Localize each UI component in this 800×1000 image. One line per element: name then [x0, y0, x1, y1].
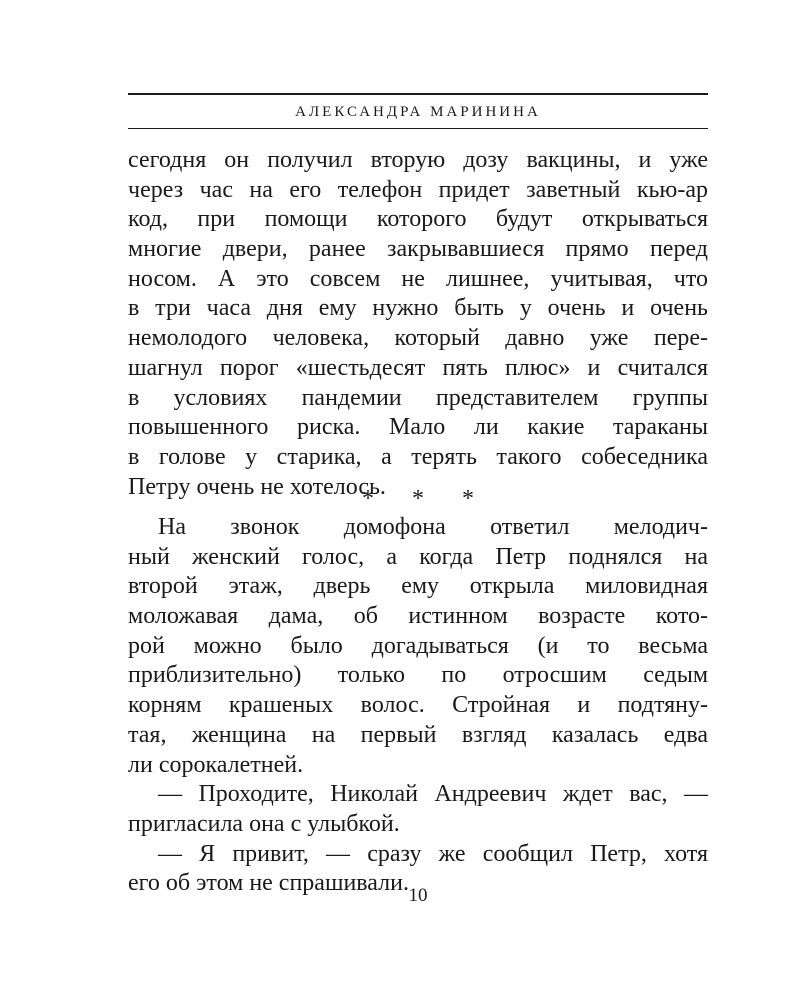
text-line: в голове у старика, а терять такого собеседника: [128, 443, 708, 470]
dialogue-1: [128, 780, 708, 839]
page-number: 10: [408, 885, 428, 906]
text-line: его об этом не спрашивали.: [128, 870, 409, 897]
text-line: На звонок домофона ответил мелодич-: [158, 514, 708, 540]
text-line: через час на его телефон придет заветный кью-ар: [128, 176, 708, 203]
text-line: приблизительно) только по отросшим седым: [128, 662, 708, 689]
running-header: [128, 93, 708, 129]
text-line: носом. А это совсем не лишнее, учитывая, что: [128, 265, 708, 292]
paragraph-2-group: [128, 513, 708, 899]
text-line: многие двери, ранее закрывавшиеся прямо перед: [128, 236, 708, 263]
text-line: рой можно было догадываться (и то весьма: [128, 632, 708, 659]
text-line: ли сорокалетней.: [128, 751, 304, 778]
paragraph-1: [128, 146, 708, 502]
text-line: — Проходите, Николай Андреевич ждет вас, —: [158, 781, 708, 808]
section-separator: * * *: [362, 486, 490, 512]
text-line: ный женский голос, а когда Петр поднялся на: [128, 543, 708, 570]
text-line: — Я привит, — сразу же сообщил Петр, хотя: [158, 840, 708, 867]
text-line: корням крашеных волос. Стройная и подтяну-: [128, 692, 708, 719]
paragraph-2: [128, 513, 708, 780]
text-line: в условиях пандемии представителем группы: [128, 384, 708, 411]
text-line: Петру очень не хотелось.: [128, 473, 386, 500]
text-line: второй этаж, дверь ему открыла миловидная: [128, 573, 708, 600]
text-line: в три часа дня ему нужно быть у очень и очень: [128, 295, 708, 322]
text-line: пригласила она с улыбкой.: [128, 810, 400, 837]
running-title: АЛЕКСАНДРА МАРИНИНА: [295, 104, 541, 120]
text-line: сегодня он получил вторую дозу вакцины, и уже: [128, 147, 708, 173]
text-line: повышенного риска. Мало ли какие тараканы: [128, 414, 708, 441]
text-line: шагнул порог «шестьдесят пять плюс» и считался: [128, 354, 708, 381]
text-line: немолодого человека, который давно уже пере-: [128, 325, 708, 352]
text-line: тая, женщина на первый взгляд казалась едва: [128, 721, 708, 748]
text-line: код, при помощи которого будут открываться: [128, 206, 708, 233]
text-line: моложавая дама, об истинном возрасте кото-: [128, 603, 708, 630]
